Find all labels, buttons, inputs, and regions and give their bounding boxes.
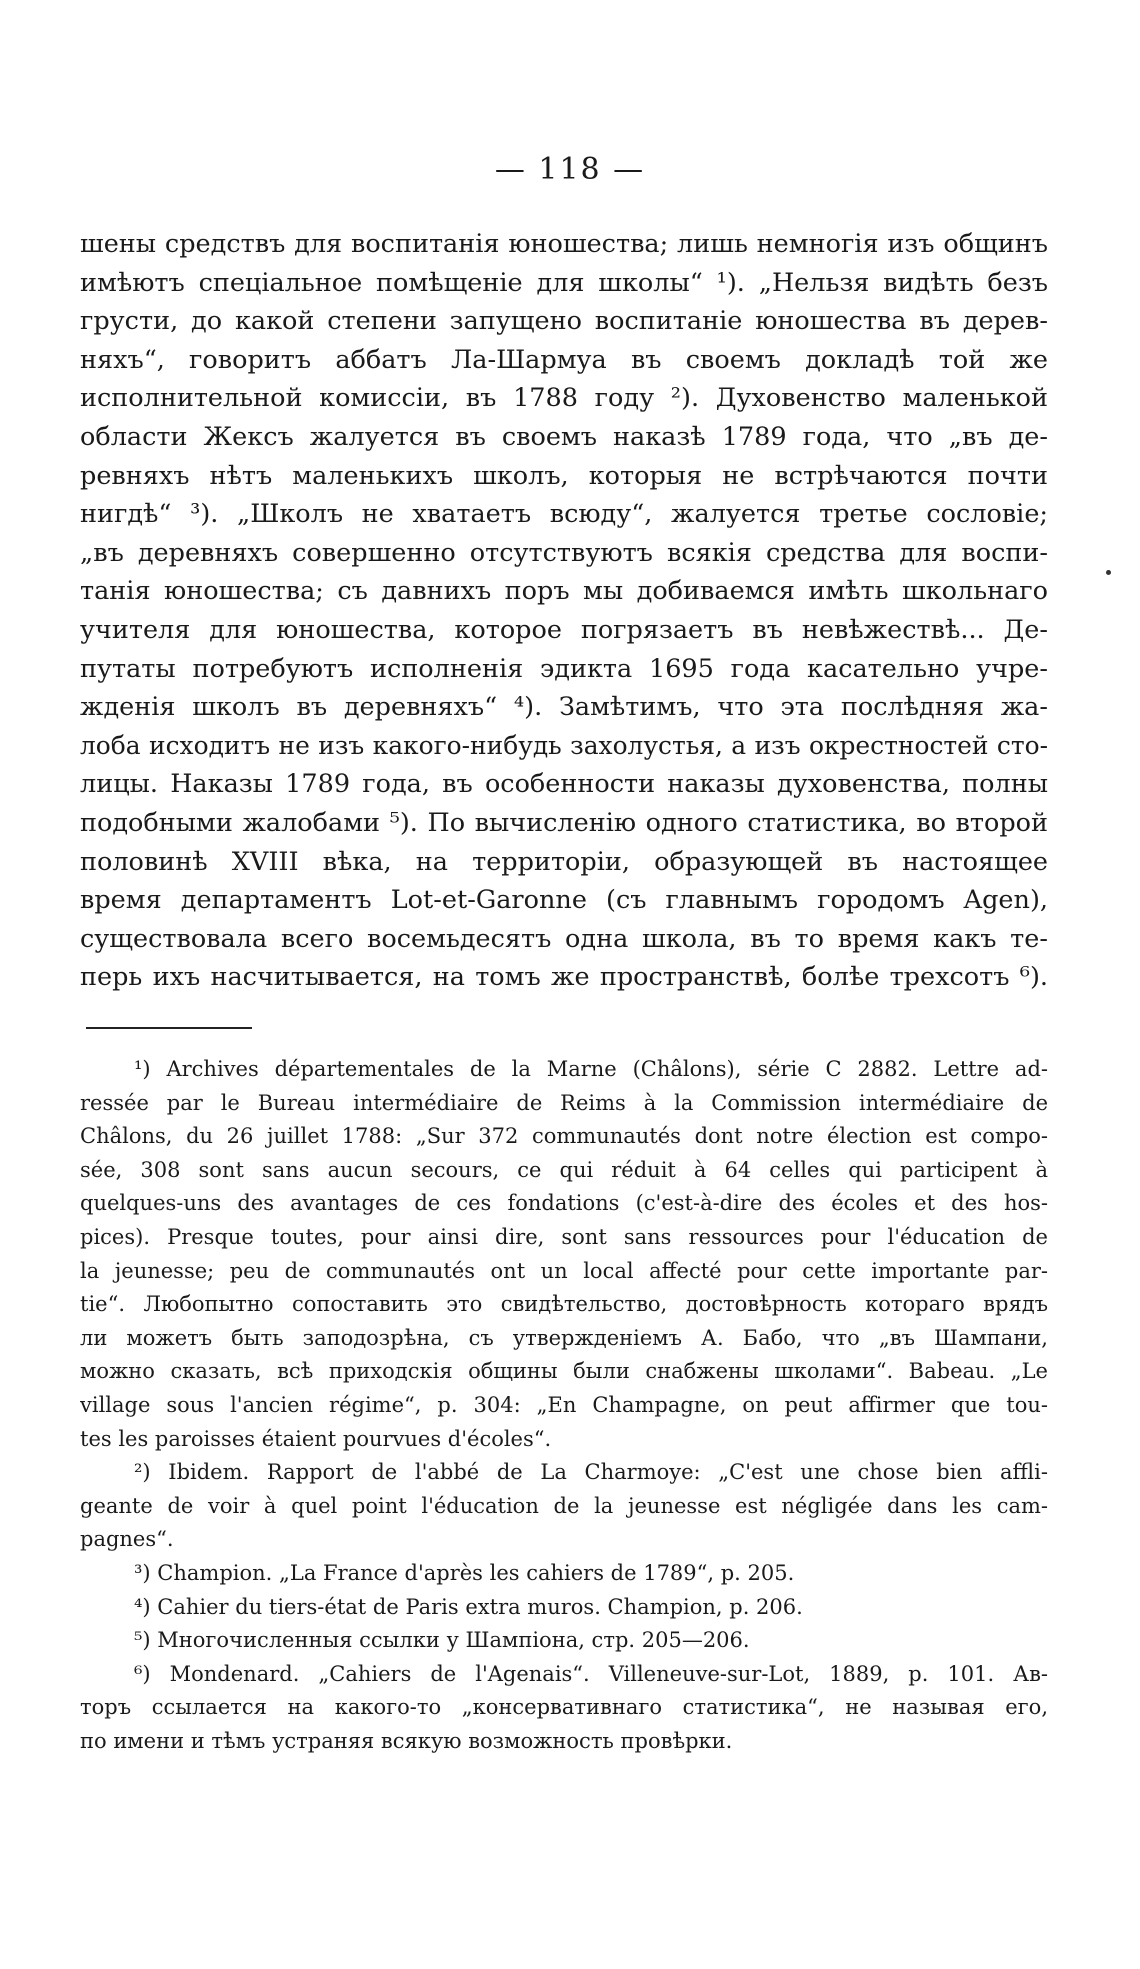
text-line: нигдѣ“ ³). „Школъ не хватаетъ всюду“, жалуется третье сословіе; <box>80 499 1048 530</box>
text-line: перь ихъ насчитывается, на томъ же пространствѣ, болѣе трехсотъ ⁶). <box>80 962 1048 993</box>
text-line: учителя для юношества, которое погрязаетъ въ невѣжествѣ... Де- <box>80 614 1048 645</box>
footnote-line: ли можетъ быть заподозрѣна, съ утвержденіемъ А. Бабо, что „въ Шампани, <box>80 1325 1048 1350</box>
text-line: подобными жалобами ⁵). По вычисленію одного статистика, во второй <box>80 807 1048 838</box>
footnote-line: по имени и тѣмъ устраняя всякую возможность провѣрки. <box>80 1728 733 1753</box>
page-number: — 118 — <box>494 152 646 187</box>
text-line: лоба исходитъ не изъ какого-нибудь захолустья, а изъ окрестностей сто- <box>80 730 1048 760</box>
text-line: исполнительной комиссіи, въ 1788 году ²). Духовенство маленькой <box>80 383 1048 414</box>
text-line: время департаментъ Lot-et-Garonne (съ главнымъ городомъ Agen), <box>80 885 1048 916</box>
print-speck <box>1106 570 1111 575</box>
text-line: жденія школъ въ деревняхъ“ ⁴). Замѣтимъ, что эта послѣдняя жа- <box>80 692 1048 723</box>
footnote-line: tes les paroisses étaient pourvues d'écoles“. <box>80 1426 552 1451</box>
footnote-line: ressée par le Bureau intermédiaire de Reims à la Commission intermédiaire de <box>80 1090 1048 1115</box>
footnote-line: ³) Champion. „La France d'après les cahiers de 1789“, p. 205. <box>134 1560 795 1585</box>
text-line: шены средствъ для воспитанія юношества; лишь немногія изъ общинъ <box>80 229 1048 259</box>
footnote-line: торъ ссылается на какого-то „консервативнаго статистика“, не называя его, <box>80 1695 1048 1720</box>
footnote-line: pices). Presque toutes, pour ainsi dire, sont sans ressources pour l'éducation de <box>80 1224 1048 1249</box>
text-line: грусти, до какой степени запущено воспитаніе юношества въ дерев- <box>80 306 1048 337</box>
footnote-line: geante de voir à quel point l'éducation de la jeunesse est négligée dans les cam- <box>80 1493 1048 1518</box>
text-line: танія юношества; съ давнихъ поръ мы добиваемся имѣть школьнаго <box>80 576 1048 607</box>
footnote-line: tie“. Любопытно сопоставить это свидѣтельство, достовѣрность котораго врядъ <box>80 1292 1048 1317</box>
footnote-line: ²) Ibidem. Rapport de l'abbé de La Charmoye: „C'est une chose bien affli- <box>134 1460 1048 1485</box>
footnote-line: ⁴) Cahier du tiers-état de Paris extra muros. Champion, p. 206. <box>134 1594 803 1619</box>
footnote-6 <box>80 1658 1048 1759</box>
text-line: имѣютъ спеціальное помѣщеніе для школы“ ¹). „Нельзя видѣть безъ <box>80 267 1048 298</box>
footnote-line: quelques-uns des avantages de ces fondations (c'est-à-dire des écoles et des hos- <box>80 1191 1048 1216</box>
body-text <box>80 225 1048 997</box>
footnote-4 <box>80 1591 1048 1625</box>
footnote-line: sée, 308 sont sans aucun secours, ce qui réduit à 64 celles qui participent à <box>80 1157 1048 1182</box>
text-line: лицы. Наказы 1789 года, въ особенности наказы духовенства, полны <box>80 769 1048 800</box>
text-line: существовала всего восемьдесятъ одна школа, въ то время какъ те- <box>80 923 1048 954</box>
text-line: путаты потребуютъ исполненія эдикта 1695 года касательно учре- <box>80 653 1048 684</box>
text-line: ревняхъ нѣтъ маленькихъ школъ, которыя не встрѣчаются почти <box>80 460 1048 491</box>
footnote-line: ⁶) Mondenard. „Cahiers de l'Agenais“. Villeneuve-sur-Lot, 1889, p. 101. Ав- <box>134 1661 1048 1686</box>
footnote-line: Châlons, du 26 juillet 1788: „Sur 372 communautés dont notre élection est compo- <box>80 1124 1048 1149</box>
text-line: няхъ“, говоритъ аббатъ Ла-Шармуа въ своемъ докладѣ той же <box>80 344 1048 375</box>
footnote-3 <box>80 1557 1048 1591</box>
text-line: области Жексъ жалуется въ своемъ наказѣ 1789 года, что „въ де- <box>80 421 1048 452</box>
footnotes <box>80 1053 1048 1758</box>
footnote-line: ⁵) Многочисленныя ссылки у Шампіона, стр. 205—206. <box>134 1628 750 1653</box>
footnote-line: pagnes“. <box>80 1527 174 1552</box>
footnote-1 <box>80 1053 1048 1456</box>
text-line: „въ деревняхъ совершенно отсутствуютъ всякія средства для воспи- <box>80 537 1048 568</box>
footnote-5 <box>80 1624 1048 1658</box>
text-line: половинѣ XVIII вѣка, на территоріи, образующей въ настоящее <box>80 846 1048 877</box>
footnote-line: ¹) Archives départementales de la Marne (Châlons), série C 2882. Lettre ad- <box>134 1057 1048 1081</box>
footnote-line: можно сказать, всѣ приходскія общины были снабжены школами“. Babeau. „Le <box>80 1359 1048 1384</box>
footnote-line: village sous l'ancien régime“, p. 304: „En Champagne, on peut affirmer que tou- <box>80 1392 1048 1417</box>
footnote-divider <box>86 1027 252 1029</box>
footnote-line: la jeunesse; peu de communautés ont un local affecté pour cette importante par- <box>80 1258 1048 1283</box>
footnote-2 <box>80 1456 1048 1557</box>
